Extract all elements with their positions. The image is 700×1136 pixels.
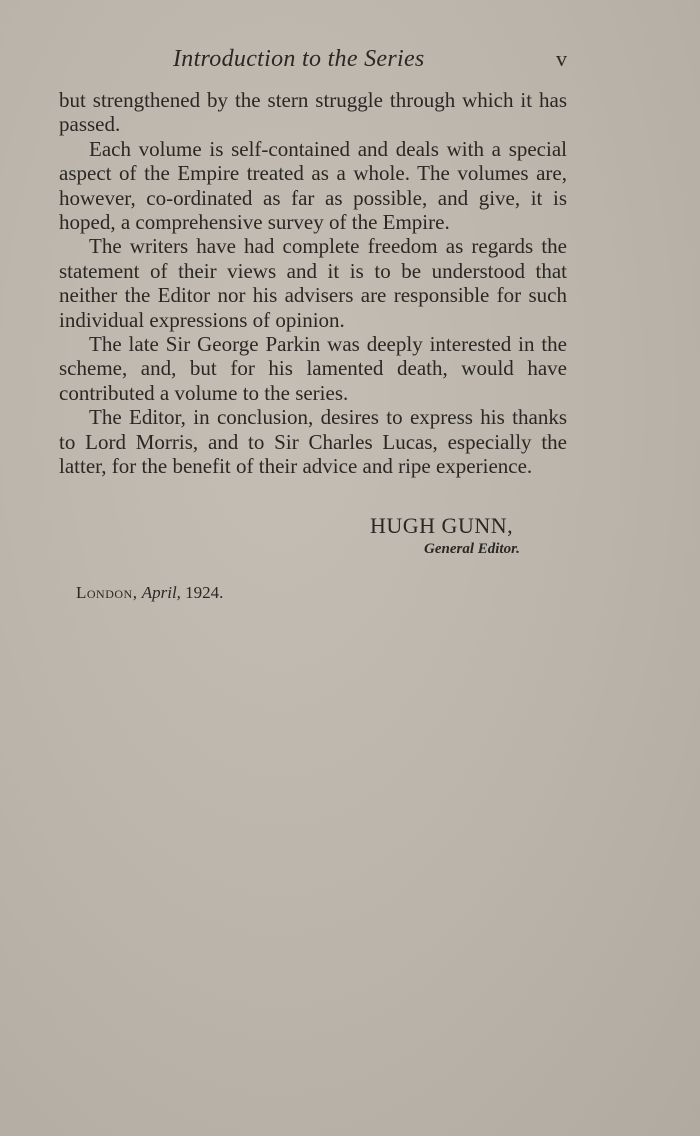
page-number: v [556, 46, 567, 71]
paragraph-parkin: The late Sir George Parkin was deeply interested in the scheme, and, but for his lamented death, would have contributed a volume to the series. [59, 332, 567, 405]
dateline [76, 583, 223, 603]
paragraph-thanks: The Editor, in conclusion, desires to express his thanks to Lord Morris, and to Sir Charles Lucas, especially the latter, for the benefit of their advice and ripe experience. [59, 405, 567, 479]
running-title: Introduction to the Series [173, 46, 425, 72]
paragraph-continuation: but strengthened by the stern struggle through which it has passed. [59, 88, 567, 137]
paragraph-writers: The writers have had complete freedom as regards the statement of their views and it is to be understood that neither the Editor nor his advisers are responsible for such individual expressions of opinion. [59, 234, 567, 332]
body-text [59, 88, 567, 479]
dateline-month: April, [141, 583, 181, 602]
paragraph-volumes: Each volume is self-contained and deals with a special aspect of the Empire treated as a whole. The volumes are, however, co-ordinated as far as possible, and give, it is hoped, a comprehensive survey of the Empire. [59, 136, 567, 235]
signature-title: General Editor. [424, 541, 520, 557]
signature-name: HUGH GUNN, [370, 513, 514, 538]
dateline-year: 1924. [185, 583, 224, 602]
dateline-place: London, [76, 583, 138, 602]
page-header [59, 46, 567, 78]
